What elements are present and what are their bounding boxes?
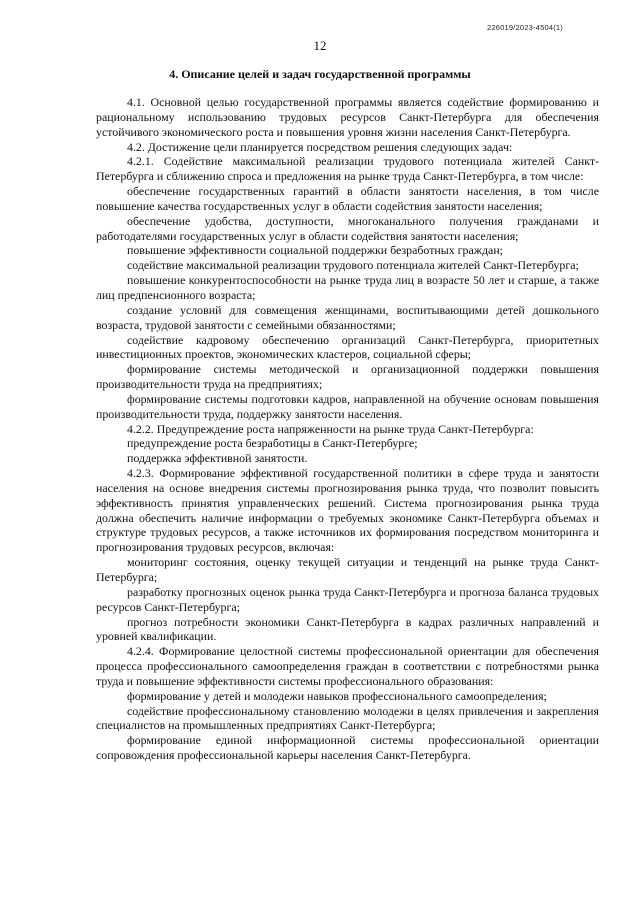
- document-body: [96, 95, 599, 763]
- section-title: 4. Описание целей и задач государственной программы: [169, 67, 471, 81]
- document-registration-number: 226019/2023-4504(1): [487, 23, 563, 32]
- paragraph-4-2-4: 4.2.4. Формирование целостной системы профессиональной ориентации для обеспечения процесса профессионального самоопределения граждан в соответствии с потребностями рынка труда и повышение эффективности системы профессионального образования:: [96, 644, 599, 688]
- paragraph-4-1: 4.1. Основной целью государственной программы является содействие формированию и рациональному использованию трудовых ресурсов Санкт-Петербурга для обеспечения устойчивого экономического роста и повышения уровня жизни населения Санкт-Петербурга.: [96, 95, 599, 139]
- list-item: повышение конкурентоспособности на рынке труда лиц в возрасте 50 лет и старше, а также лиц предпенсионного возраста;: [96, 273, 599, 302]
- paragraph-4-2-1: 4.2.1. Содействие максимальной реализации трудового потенциала жителей Санкт-Петербурга и сближению спроса и предложения на рынке труда Санкт-Петербурга, в том числе:: [96, 154, 599, 184]
- list-item: предупреждение роста безработицы в Санкт-Петербурге;: [127, 436, 418, 451]
- list-item: формирование системы методической и организационной поддержки повышения производительности труда на предприятиях;: [96, 362, 599, 392]
- list-item: формирование единой информационной системы профессиональной ориентации сопровождения профессиональной карьеры населения Санкт-Петербурга.: [96, 733, 599, 763]
- list-item: формирование у детей и молодежи навыков профессионального самоопределения;: [127, 688, 547, 703]
- list-item: содействие профессиональному становлению молодежи в целях привлечения и закрепления специалистов на промышленных предприятиях Санкт-Петербурга;: [96, 703, 599, 733]
- list-item: прогноз потребности экономики Санкт-Петербурга в кадрах различных направлений и уровней квалификации.: [96, 614, 599, 644]
- list-item: содействие кадровому обеспечению организаций Санкт-Петербурга, приоритетных инвестиционных проектов, экономических кластеров, социальной сферы;: [96, 332, 599, 362]
- list-item: обеспечение государственных гарантий в области занятости населения, в том числе повышение качества государственных услуг в области содействия занятости населения;: [96, 184, 599, 213]
- list-item: повышение эффективности социальной поддержки безработных граждан;: [127, 243, 503, 258]
- paragraph-4-2: 4.2. Достижение цели планируется посредством решения следующих задач:: [127, 139, 513, 154]
- paragraph-4-2-2: 4.2.2. Предупреждение роста напряженности на рынке труда Санкт-Петербурга:: [127, 421, 534, 436]
- list-item: поддержка эффективной занятости.: [127, 451, 308, 466]
- paragraph-4-2-3: 4.2.3. Формирование эффективной государственной политики в сфере труда и занятости населения на основе внедрения системы прогнозирования рынка труда, что позволит повысить эффективность принятия управленческих решений. Система прогнозирования рынка труда должна обеспечить наличие информации о требуемых экономике Санкт-Петербурга объемах и структуре трудовых ресурсов, а также источников их формирования посредством мониторинга и прогнозирования трудовых ресурсов, включая:: [96, 466, 599, 555]
- list-item: содействие максимальной реализации трудового потенциала жителей Санкт-Петербурга;: [127, 258, 579, 273]
- list-item: формирование системы подготовки кадров, направленной на обучение основам повышения производительности труда, поддержку занятости населения.: [96, 391, 599, 421]
- list-item: мониторинг состояния, оценку текущей ситуации и тенденций на рынке труда Санкт-Петербурга;: [96, 555, 599, 584]
- page-number: 12: [313, 38, 327, 53]
- list-item: создание условий для совмещения женщинами, воспитывающими детей дошкольного возраста, трудовой занятости с семейными обязанностями;: [96, 302, 599, 332]
- list-item: обеспечение удобства, доступности, многоканального получения гражданами и работодателями государственных услуг в области содействия занятости населения;: [96, 213, 599, 243]
- list-item: разработку прогнозных оценок рынка труда Санкт-Петербурга и прогноза баланса трудовых ресурсов Санкт-Петербурга;: [96, 584, 599, 614]
